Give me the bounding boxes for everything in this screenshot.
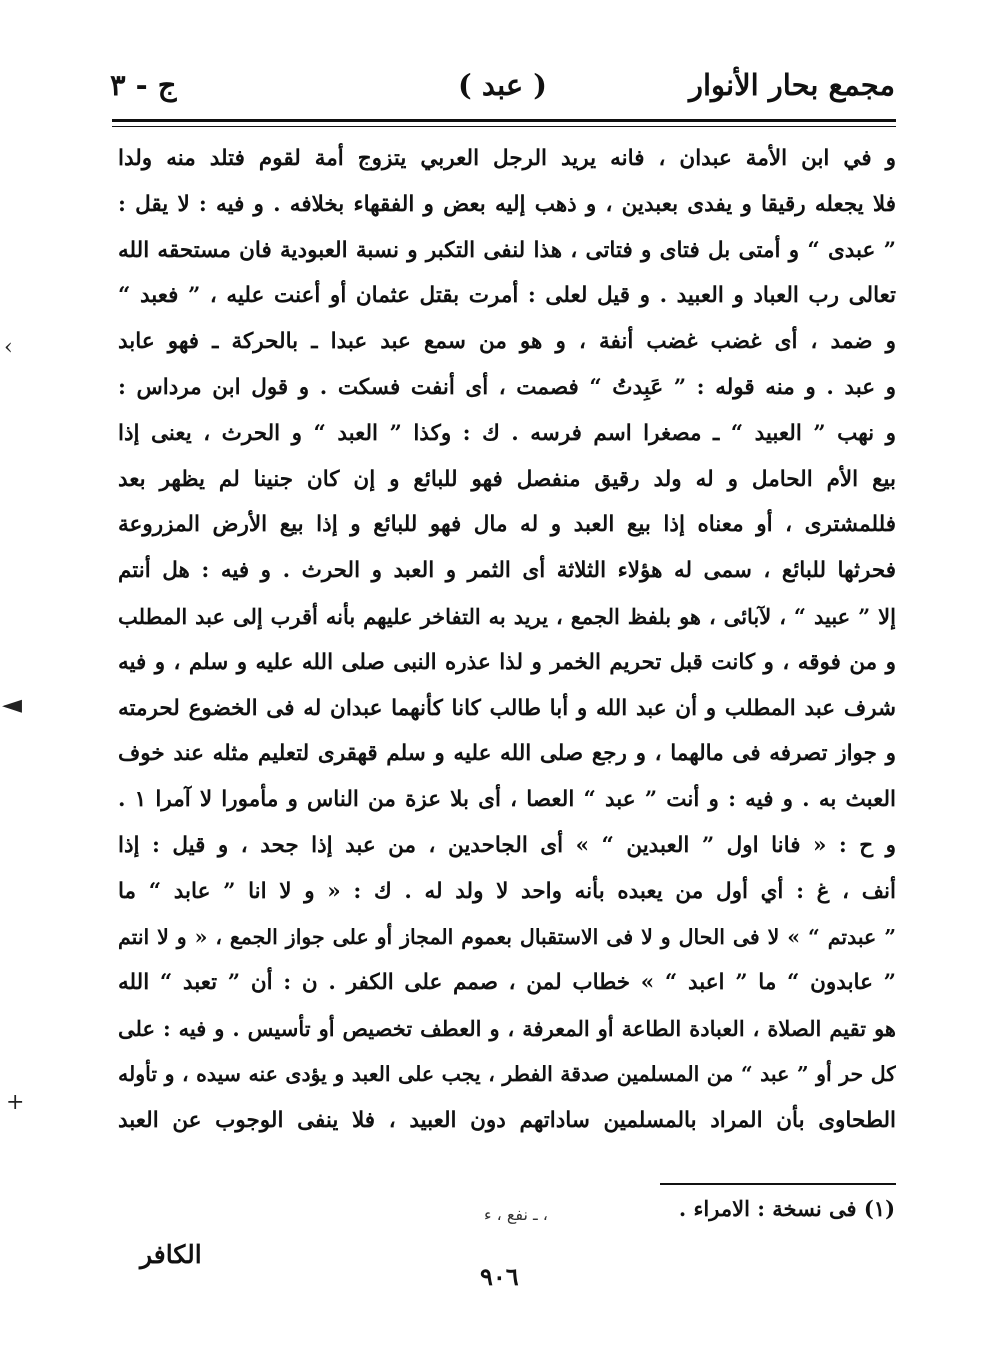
text-line: و ضمد ، أى غضب غضب أنفة ، و هو من سمع عبد عبدا ـ بالحركة ـ فهو عابد (118, 329, 896, 355)
text-line: هو تقيم الصلاة ، العبادة الطاعة أو المعرفة ، و العطف تخصيص أو تأسيس . و فيه : على (118, 1016, 896, 1042)
text-line: ” عبدى “ و أمتى بل فتاى و فتاتى ، هذا لنفى التكبر و نسبة العبودية فان مستحقه الله (118, 237, 896, 263)
text-line: و من فوقه ، و كانت قبل تحريم الخمر و لذا عذره النبى صلى الله عليه و سلم ، و فيه (118, 649, 896, 675)
text-line: و عبد . و منه قوله : ” عَبِدتُ “ فصمت ، أى أنفت فسكت . و قول ابن مرداس : (118, 374, 896, 400)
margin-mark: ‹ (4, 335, 13, 360)
body-text (118, 136, 896, 1144)
catchword: الكافر (140, 1240, 202, 1269)
text-line: شرف عبد المطلب و أن عبد الله و أبا طالب كانا كأنهما عبدان له فى الخضوع لحرمته (118, 695, 896, 721)
text-line: بيع الأم الحامل و له ولد رقيق منفصل فهو للبائع و إن كان جنينا لم يظهر بعد (118, 466, 896, 492)
page-number: ٩٠٦ (480, 1262, 519, 1291)
margin-mark: ◄ (2, 690, 22, 720)
handwritten-note: ، ـ نفع ، ء (484, 1205, 548, 1224)
text-line: إلا ” عبيد “ ، لآبائى ، هو بلفظ الجمع ، يريد به التفاخر عليهم بأنه أقرب إلى عبد المطلب (118, 603, 896, 629)
text-line: العبث به . و فيه : و أنت ” عبد “ العصا ، أى بلا عزة من الناس و مأمورا لا آمرا ١ . (118, 787, 896, 813)
text-line: فحرثها للبائع ، سمى له هؤلاء الثلاثة أى الثمر و العبد و الحرث . و فيه : هل أنتم (118, 558, 896, 584)
text-line: و في ابن الأمة عبدان ، فانه يريد الرجل العربي يتزوج أمة لقوم فتلد منه ولدا (118, 146, 896, 171)
text-line: فلا يجعله رقيقا و يفدى بعبدين ، و ذهب إليه بعض و الفقهاء بخلافه . و فيه : لا يقل : (118, 191, 896, 217)
volume-number: ج - ٣ (110, 68, 177, 102)
entry-heading: ( عبد ) (458, 68, 547, 102)
book-title: مجمع بحار الأنوار (689, 68, 895, 102)
text-line: تعالى رب العباد و العبيد . و قيل لعلى : أمرت بقتل عثمان أو أعنت عليه ، ” فعبد “ (118, 283, 896, 309)
text-line: الطحاوى بأن المراد بالمسلمين ساداتهم دون العبيد ، فلا ينفى الوجوب عن العبد (118, 1107, 896, 1133)
text-line: أنف ، غ : أي أول من يعبده بأنه واحد لا ولد له . ك : « و لا انا ” عابد “ ما (118, 878, 896, 904)
text-line: و نهب ” العبيد “ ـ مصغرا اسم فرسه . ك : وكذا ” العبد “ و الحرث ، يعنى إذا (118, 420, 896, 446)
text-line: و جواز تصرفه فى مالهما ، و رجع صلى الله عليه و سلم قهقرى لتعليم مثله عند خوف (118, 741, 896, 767)
footnote: (١) فى نسخة : الامراء . (678, 1196, 895, 1221)
header-rule-thin (112, 126, 896, 127)
footnote-rule (660, 1183, 896, 1185)
header-rule-thick (112, 119, 896, 122)
text-line: كل حر أو ” عبد “ من المسلمين صدقة الفطر ، يجب على العبد و يؤدى عنه سيده ، و تأوله (118, 1061, 896, 1086)
text-line: فللمشترى ، أو معناه إذا بيع العبد و له مال فهو للبائع و إذا بيع الأرض المزروعة (118, 512, 896, 538)
text-line: ” عابدون “ ما ” اعبد “ » خطاب لمن ، صمم على الكفر . ن : أن ” تعبد “ الله (118, 970, 896, 996)
page-header (110, 62, 895, 112)
text-line: و ح : « فانا اول ” العبدين “ » أى الجاحدين ، من عبد إذا جحد ، و قيل : إذا (118, 832, 896, 858)
margin-mark: + (6, 1090, 25, 1115)
text-line: ” عبدتم “ » لا فى الحال و لا فى الاستقبال بعموم المجاز أو على جواز الجمع ، « و لا انتم (118, 924, 896, 949)
